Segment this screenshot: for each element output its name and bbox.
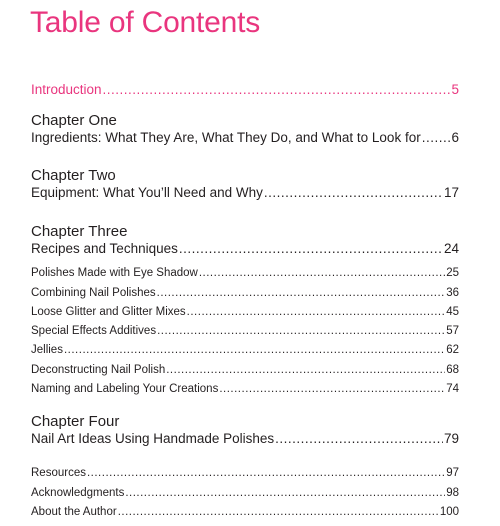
toc-entry-label: Jellies bbox=[31, 344, 63, 356]
dot-leader bbox=[157, 325, 445, 337]
toc-entry-label: Recipes and Techniques bbox=[31, 241, 178, 256]
dot-leader bbox=[157, 287, 446, 299]
dot-leader bbox=[166, 364, 445, 376]
toc-entry-page: 6 bbox=[451, 130, 459, 145]
dot-leader bbox=[187, 306, 446, 318]
toc-entry-introduction[interactable] bbox=[31, 82, 459, 97]
toc-entry[interactable] bbox=[31, 130, 459, 145]
dot-leader bbox=[125, 487, 445, 499]
toc-entry-label: Naming and Labeling Your Creations bbox=[31, 383, 219, 395]
dot-leader bbox=[275, 431, 443, 446]
toc-entry-label: Polishes Made with Eye Shadow bbox=[31, 267, 198, 279]
toc-entry-label: Introduction bbox=[31, 82, 102, 97]
toc-entry[interactable] bbox=[31, 241, 459, 256]
page-title: Table of Contents bbox=[30, 6, 261, 39]
toc-entry[interactable] bbox=[31, 267, 459, 279]
toc-entry[interactable] bbox=[31, 344, 459, 356]
dot-leader bbox=[264, 185, 443, 200]
toc-entry-about-the-author[interactable] bbox=[31, 506, 459, 518]
dot-leader bbox=[179, 241, 443, 256]
dot-leader bbox=[199, 267, 445, 279]
toc-entry[interactable] bbox=[31, 364, 459, 376]
toc-entry-label: About the Author bbox=[31, 506, 117, 518]
toc-entry-page: 98 bbox=[446, 487, 459, 499]
toc-entry-acknowledgments[interactable] bbox=[31, 487, 459, 499]
dot-leader bbox=[87, 467, 445, 479]
toc-entry-label: Nail Art Ideas Using Handmade Polishes bbox=[31, 431, 275, 446]
toc-entry-page: 5 bbox=[451, 82, 459, 97]
toc-entry[interactable] bbox=[31, 325, 459, 337]
toc-entry[interactable] bbox=[31, 383, 459, 395]
chapter-heading: Chapter Two bbox=[31, 167, 116, 184]
toc-entry-page: 62 bbox=[446, 344, 459, 356]
toc-entry-page: 17 bbox=[443, 185, 459, 200]
dot-leader bbox=[422, 130, 451, 145]
toc-entry-label: Deconstructing Nail Polish bbox=[31, 364, 166, 376]
chapter-heading: Chapter Four bbox=[31, 413, 120, 430]
toc-entry[interactable] bbox=[31, 431, 459, 446]
dot-leader bbox=[219, 383, 445, 395]
toc-entry-page: 100 bbox=[439, 506, 459, 518]
toc-entry-label: Ingredients: What They Are, What They Do, and What to Look for bbox=[31, 130, 421, 145]
toc-entry-label: Loose Glitter and Glitter Mixes bbox=[31, 306, 186, 318]
toc-entry-resources[interactable] bbox=[31, 467, 459, 479]
toc-entry-label: Resources bbox=[31, 467, 86, 479]
toc-entry-label: Acknowledgments bbox=[31, 487, 125, 499]
toc-entry-page: 57 bbox=[446, 325, 459, 337]
toc-entry-page: 74 bbox=[446, 383, 459, 395]
toc-entry-page: 45 bbox=[446, 306, 459, 318]
toc-entry[interactable] bbox=[31, 306, 459, 318]
chapter-heading: Chapter Three bbox=[31, 223, 128, 240]
dot-leader bbox=[118, 506, 439, 518]
toc-entry-page: 79 bbox=[443, 431, 459, 446]
chapter-heading: Chapter One bbox=[31, 112, 117, 129]
dot-leader bbox=[103, 82, 451, 97]
toc-entry-page: 68 bbox=[446, 364, 459, 376]
toc-entry-label: Special Effects Additives bbox=[31, 325, 157, 337]
toc-entry[interactable] bbox=[31, 287, 459, 299]
toc-entry-page: 36 bbox=[446, 287, 459, 299]
toc-entry-page: 97 bbox=[446, 467, 459, 479]
dot-leader bbox=[64, 344, 445, 356]
toc-entry[interactable] bbox=[31, 185, 459, 200]
toc-entry-label: Combining Nail Polishes bbox=[31, 287, 156, 299]
toc-entry-page: 25 bbox=[446, 267, 459, 279]
toc-entry-label: Equipment: What You’ll Need and Why bbox=[31, 185, 263, 200]
toc-entry-page: 24 bbox=[443, 241, 459, 256]
